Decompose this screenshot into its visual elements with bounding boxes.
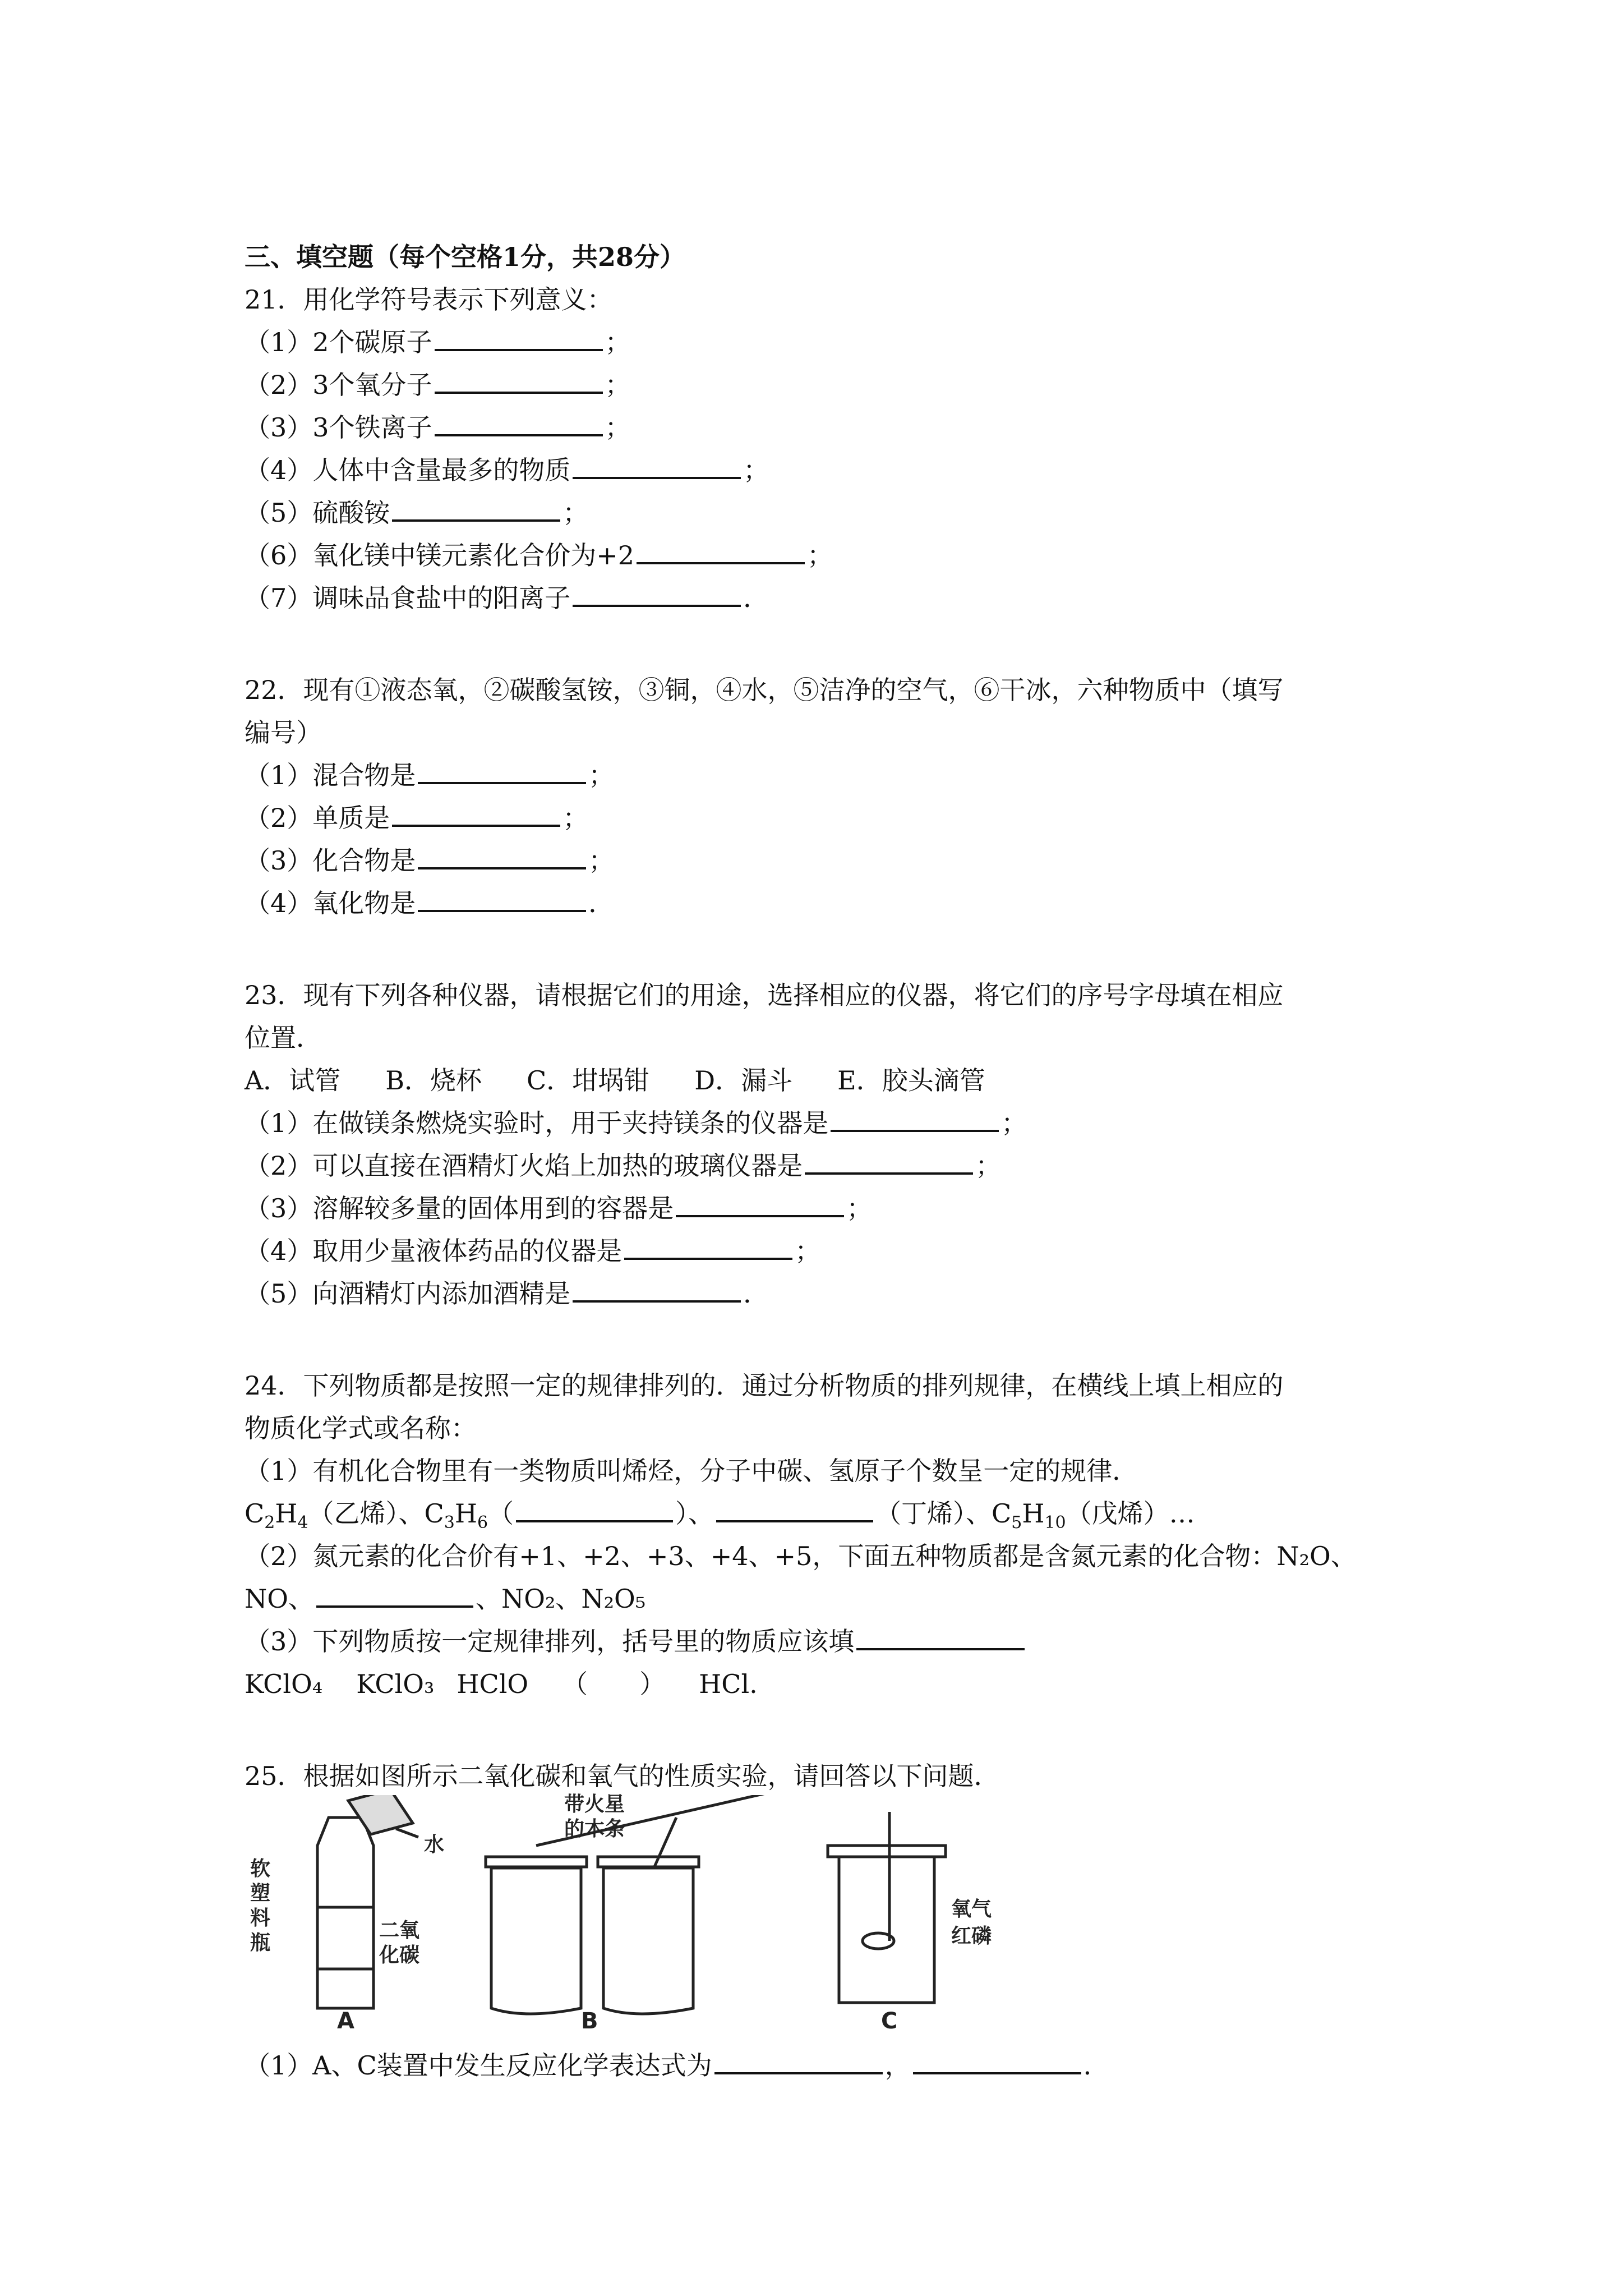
- label-splint: 带火星 的木条: [564, 1793, 625, 1841]
- q23-item-2: （2）可以直接在酒精灯火焰上加热的玻璃仪器是 ；: [245, 1151, 1002, 1181]
- pouring-beaker-shape: [348, 1795, 413, 1834]
- answer-blank[interactable]: [573, 582, 741, 607]
- q24-part1: （1）有机化合物里有一类物质叫烯烃，分子中碳、氢原子个数呈一定的规律．: [245, 1456, 1138, 1486]
- q21-item-2: （2）3个氧分子 ；: [245, 370, 631, 400]
- q23-stem-line1: 23．现有下列各种仪器，请根据它们的用途，选择相应的仪器，将它们的序号字母填在相应: [245, 980, 1284, 1010]
- plastic-bottle-shape: [317, 1818, 374, 2008]
- q24-part3: （3）下列物质按一定规律排列，括号里的物质应该填: [245, 1620, 1027, 1663]
- label-soft-bottle: 软 塑 料 瓶: [250, 1857, 271, 1954]
- q21-item-1: （1）2个碳原子 ；: [245, 327, 631, 357]
- answer-blank[interactable]: [856, 1626, 1025, 1650]
- label-oxygen-phosphorus: 氧气 红磷: [951, 1898, 992, 1948]
- answer-blank[interactable]: [573, 1278, 741, 1303]
- figure-label-c: C: [881, 2008, 898, 2034]
- q23-item-5: （5）向酒精灯内添加酒精是 ．: [245, 1278, 769, 1309]
- answer-blank[interactable]: [418, 845, 586, 869]
- figure-label-b: B: [581, 2008, 598, 2034]
- answer-blank[interactable]: [435, 369, 603, 394]
- q21-item-3: （3）3个铁离子 ；: [245, 412, 631, 443]
- q24-part1-formulas: $C_2H_4$（乙烯）、$C_3H_6$（ ）、 （丁烯）、$C_5H_{10}$（戊烯）…: [245, 1498, 1195, 1533]
- q21-item-6: （6）氧化镁中镁元素化合价为+2 ；: [245, 540, 833, 570]
- answer-blank[interactable]: [714, 2050, 883, 2074]
- option-e: E．胶头滴管: [837, 1065, 985, 1096]
- answer-blank[interactable]: [805, 1150, 973, 1175]
- label-co2: 二氧 化碳: [379, 1919, 420, 1967]
- q21-item-7: （7）调味品食盐中的阳离子 ．: [245, 583, 769, 613]
- section-heading: 三、填空题（每个空格1分，共28分）: [245, 242, 686, 272]
- label-water: 水: [424, 1833, 445, 1856]
- option-b: B．烧杯: [385, 1065, 482, 1096]
- q24-part3-series: KClO₄ KClO₃ HClO （ ） HCl.: [245, 1669, 758, 1699]
- q22-stem-line2: 编号）: [245, 717, 322, 748]
- q21-stem: 21．用化学符号表示下列意义：: [245, 284, 613, 315]
- answer-blank[interactable]: [573, 454, 741, 479]
- q22-stem-line1: 22．现有①液态氧，②碳酸氢铵，③铜，④水，⑤洁净的空气，⑥干冰，六种物质中（填写: [245, 675, 1284, 705]
- jar-right-plate: [598, 1857, 699, 1867]
- q23-item-1: （1）在做镁条燃烧实验时，用于夹持镁条的仪器是 ；: [245, 1108, 1027, 1138]
- q24-part2-line2: NO、 、NO₂、N₂O₅: [245, 1584, 646, 1614]
- q23-stem-line2: 位置．: [245, 1023, 322, 1053]
- jar-left-shape: [491, 1868, 581, 2014]
- q23-options: [245, 1059, 1030, 1102]
- answer-blank[interactable]: [435, 412, 603, 436]
- q24-part2-line1: （2）氮元素的化合价有+1、+2、+3、+4、+5，下面五种物质都是含氮元素的化合物：N₂O、: [245, 1541, 1357, 1571]
- answer-blank[interactable]: [831, 1107, 999, 1132]
- option-d: D．漏斗: [694, 1065, 793, 1096]
- option-c: C．坩埚钳: [527, 1065, 650, 1096]
- answer-blank[interactable]: [913, 2050, 1081, 2074]
- answer-blank[interactable]: [637, 540, 805, 564]
- answer-blank[interactable]: [392, 497, 560, 522]
- figure-label-a: A: [337, 2008, 354, 2034]
- q22-item-4: （4）氧化物是 ．: [245, 888, 615, 918]
- q23-item-4: （4）取用少量液体药品的仪器是 ；: [245, 1236, 821, 1266]
- answer-blank[interactable]: [716, 1498, 873, 1522]
- q21-item-5: （5）硫酸铵 ；: [245, 498, 589, 528]
- answer-blank[interactable]: [392, 802, 560, 827]
- answer-blank[interactable]: [435, 326, 603, 351]
- q25-stem: 25．根据如图所示二氧化碳和氧气的性质实验，请回答以下问题．: [245, 1761, 1000, 1791]
- answer-blank[interactable]: [624, 1235, 792, 1260]
- answer-blank[interactable]: [516, 1498, 673, 1522]
- experiment-svg: [245, 1795, 1198, 2031]
- jar-c-shape: [839, 1857, 934, 2003]
- answer-blank[interactable]: [418, 887, 586, 912]
- answer-blank[interactable]: [316, 1583, 473, 1608]
- q21-item-4: （4）人体中含量最多的物质 ；: [245, 455, 769, 485]
- q22-item-2: （2）单质是 ；: [245, 803, 589, 833]
- jar-right-shape: [603, 1868, 693, 2014]
- q23-item-3: （3）溶解较多量的固体用到的容器是 ；: [245, 1193, 873, 1223]
- q24-stem-line2: 物质化学式或名称：: [245, 1413, 477, 1443]
- answer-blank[interactable]: [676, 1193, 844, 1217]
- experiment-diagram: [245, 1793, 1198, 2034]
- jar-left-plate: [486, 1857, 587, 1867]
- q22-item-1: （1）混合物是 ；: [245, 760, 615, 790]
- answer-blank[interactable]: [418, 760, 586, 784]
- q24-stem-line1: 24．下列物质都是按照一定的规律排列的．通过分析物质的排列规律，在横线上填上相应的: [245, 1370, 1284, 1401]
- option-a: A．试管: [245, 1065, 341, 1096]
- q25-question-1: （1）A、C装置中发生反应化学表达式为 ， ．: [245, 2050, 1109, 2081]
- q22-item-3: （3）化合物是 ；: [245, 845, 615, 876]
